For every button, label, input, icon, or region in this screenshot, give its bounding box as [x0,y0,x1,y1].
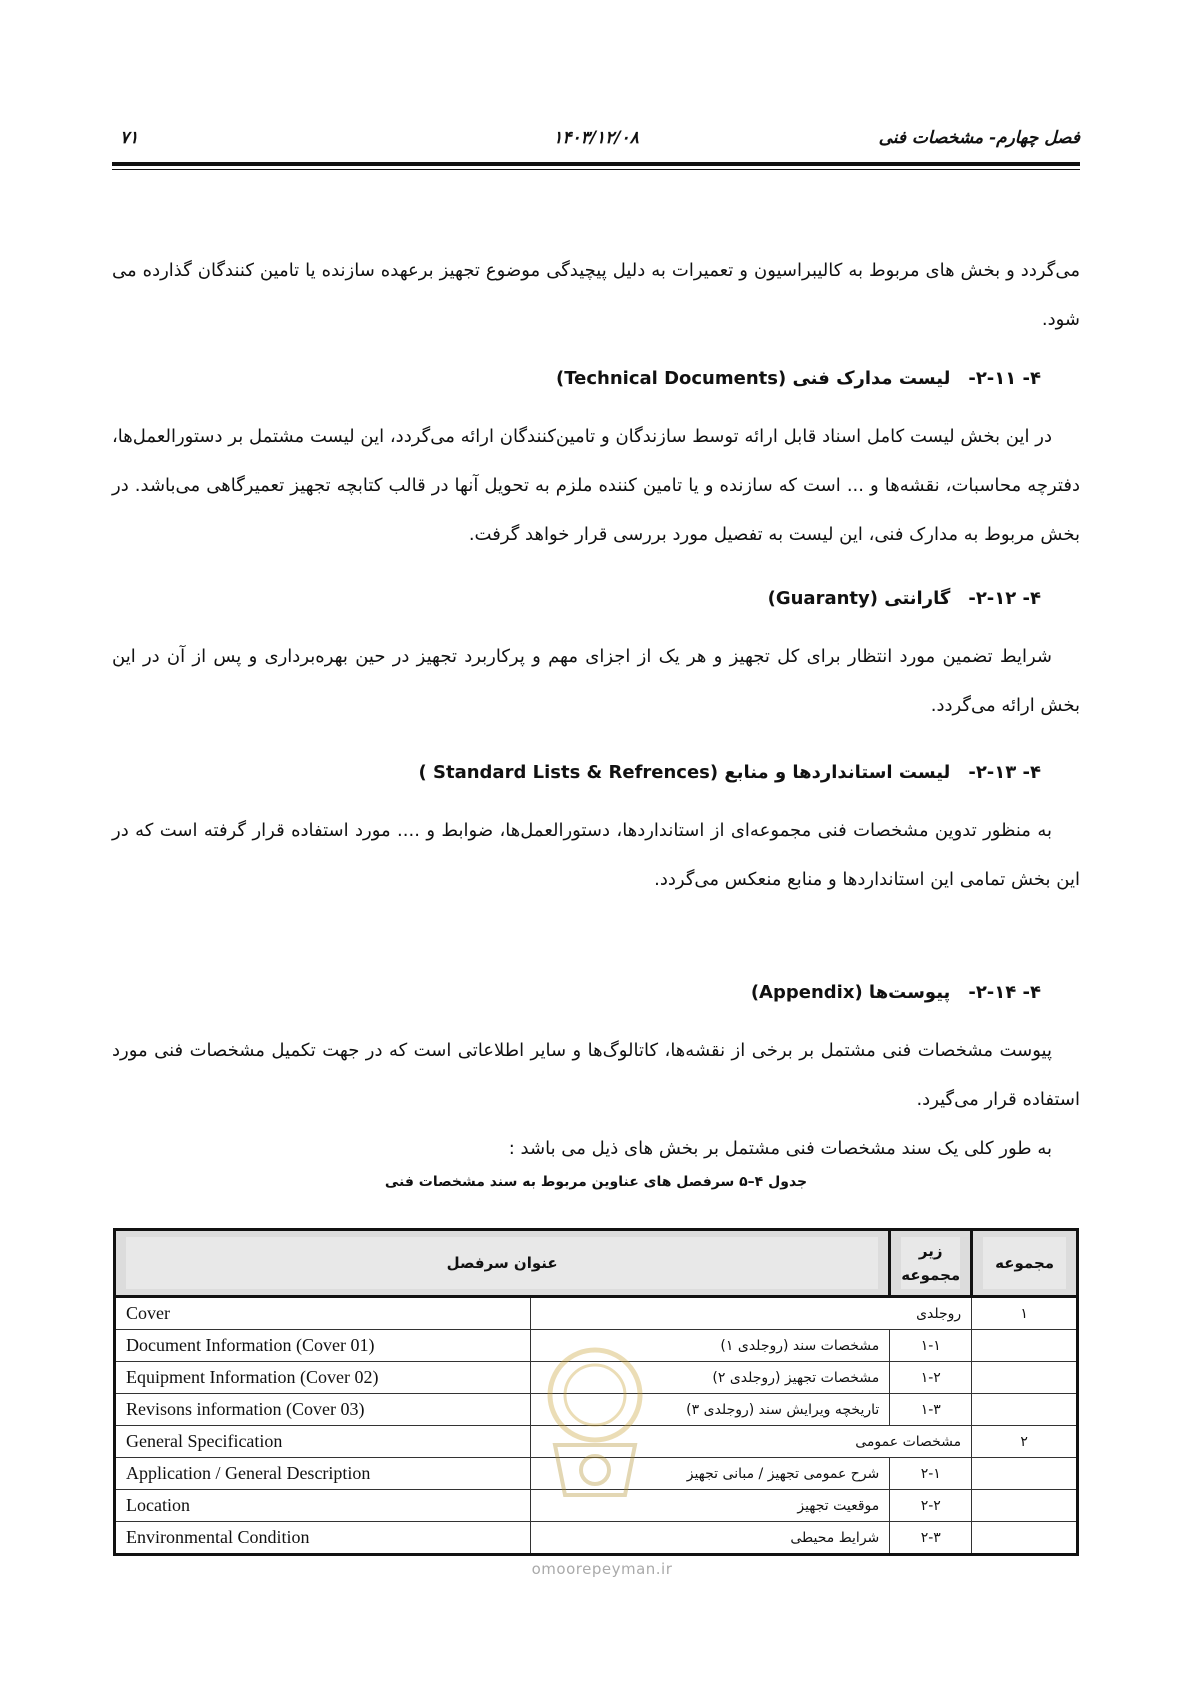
row-group-number [972,1522,1078,1555]
row-english-title: General Specification [115,1426,531,1458]
section-heading-12: ۴- ۲-۱۲-گارانتی (Guaranty) [767,588,1041,609]
table-row [115,1522,1078,1555]
row-sub-number: ۲-۱ [890,1458,972,1490]
row-english-title: Revisons information (Cover 03) [115,1394,531,1426]
header-group: مجموعه [972,1230,1078,1297]
row-persian-title: روجلدی [530,1297,972,1330]
section-heading-11: ۴- ۲-۱۱-لیست مدارک فنی (Technical Documents) [556,368,1041,389]
table-row [115,1458,1078,1490]
header-title: عنوان سرفصل [115,1230,890,1297]
row-persian-title: تاریخچه ویرایش سند (روجلدی ۳) [530,1394,890,1426]
row-english-title: Cover [115,1297,531,1330]
table-row [115,1297,1078,1330]
spec-table [113,1228,1079,1556]
row-english-title: Environmental Condition [115,1522,531,1555]
row-group-number [972,1458,1078,1490]
row-persian-title: موقعیت تجهیز [530,1490,890,1522]
header-rule-thick [112,162,1080,166]
section-heading-14: ۴- ۲-۱۴-پیوست‌ها (Appendix) [750,982,1041,1003]
page-header [112,128,1080,154]
row-english-title: Equipment Information (Cover 02) [115,1362,531,1394]
row-persian-title: مشخصات تجهیز (روجلدی ۲) [530,1362,890,1394]
table-header-row [115,1230,1078,1297]
row-persian-title: مشخصات عمومی [530,1426,972,1458]
row-group-number [972,1394,1078,1426]
table-row [115,1426,1078,1458]
table-row [115,1330,1078,1362]
row-sub-number: ۲-۳ [890,1522,972,1555]
row-english-title: Document Information (Cover 01) [115,1330,531,1362]
table-row [115,1490,1078,1522]
intro-paragraph: می‌گردد و بخش های مربوط به کالیبراسیون و تعمیرات به دلیل پیچیدگی موضوع تجهیز برعهده سازنده یا تامین کنندگان گذارده می شود. [112,260,1080,330]
section-body-11: در این بخش لیست کامل اسناد قابل ارائه توسط سازندگان و تامین‌کنندگان ارائه می‌گردد، این لیست مشتمل بر دستورالعمل‌ها، دفترچه محاسبات، نقشه‌ها و ... است که سازنده و یا تامین کننده ملزم به تحویل آنها در قالب کتابچه تجهیز تعمیرگاهی می‌باشد. در بخش مربوط به مدارک فنی، این لیست به تفصیل مورد بررسی قرار خواهد گرفت. [112,426,1080,545]
row-group-number [972,1330,1078,1362]
chapter-title: فصل چهارم- مشخصات فنی [878,128,1080,148]
section-body-12: شرایط تضمین مورد انتظار برای کل تجهیز و هر یک از اجزای مهم و پرکاربرد تجهیز در حین بهره‌برداری و پس از آن در این بخش ارائه می‌گردد. [112,646,1080,716]
watermark-site: omoorepeyman.ir [531,1560,673,1578]
section-body-14: پیوست مشخصات فنی مشتمل بر برخی از نقشه‌ها، کاتالوگ‌ها و سایر اطلاعاتی است که در جهت تکمیل مشخصات فنی مورد استفاده قرار می‌گیرد. به طور کلی یک سند مشخصات فنی مشتمل بر بخش های ذیل می باشد : [112,1040,1080,1159]
row-group-number: ۲ [972,1426,1078,1458]
section-heading-13: ۴- ۲-۱۳-لیست استانداردها و منابع (Standard Lists & Refrences ) [418,762,1041,783]
header-date: ۱۴۰۳/۱۲/۰۸ [553,128,639,148]
table-row [115,1362,1078,1394]
header-sub: زیر مجموعه [890,1230,972,1297]
row-persian-title: مشخصات سند (روجلدی ۱) [530,1330,890,1362]
row-group-number [972,1490,1078,1522]
table-caption: جدول ۴–۵ سرفصل های عناوین مربوط به سند مشخصات فنی [384,1174,808,1190]
row-sub-number: ۲-۲ [890,1490,972,1522]
row-group-number [972,1362,1078,1394]
row-sub-number: ۱-۱ [890,1330,972,1362]
row-sub-number: ۱-۲ [890,1362,972,1394]
row-persian-title: شرح عمومی تجهیز / مبانی تجهیز [530,1458,890,1490]
row-english-title: Application / General Description [115,1458,531,1490]
table-row [115,1394,1078,1426]
row-persian-title: شرایط محیطی [530,1522,890,1555]
row-group-number: ۱ [972,1297,1078,1330]
page-number: ۷۱ [120,128,139,148]
headings-table [113,1228,1079,1554]
row-sub-number: ۱-۳ [890,1394,972,1426]
header-rule-thin [112,169,1080,170]
row-english-title: Location [115,1490,531,1522]
section-body-13: به منظور تدوین مشخصات فنی مجموعه‌ای از استانداردها، دستورالعمل‌ها، ضوابط و .... مورد استفاده قرار گرفته است که در این بخش تمامی این استانداردها و منابع منعکس می‌گردد. [112,820,1080,890]
